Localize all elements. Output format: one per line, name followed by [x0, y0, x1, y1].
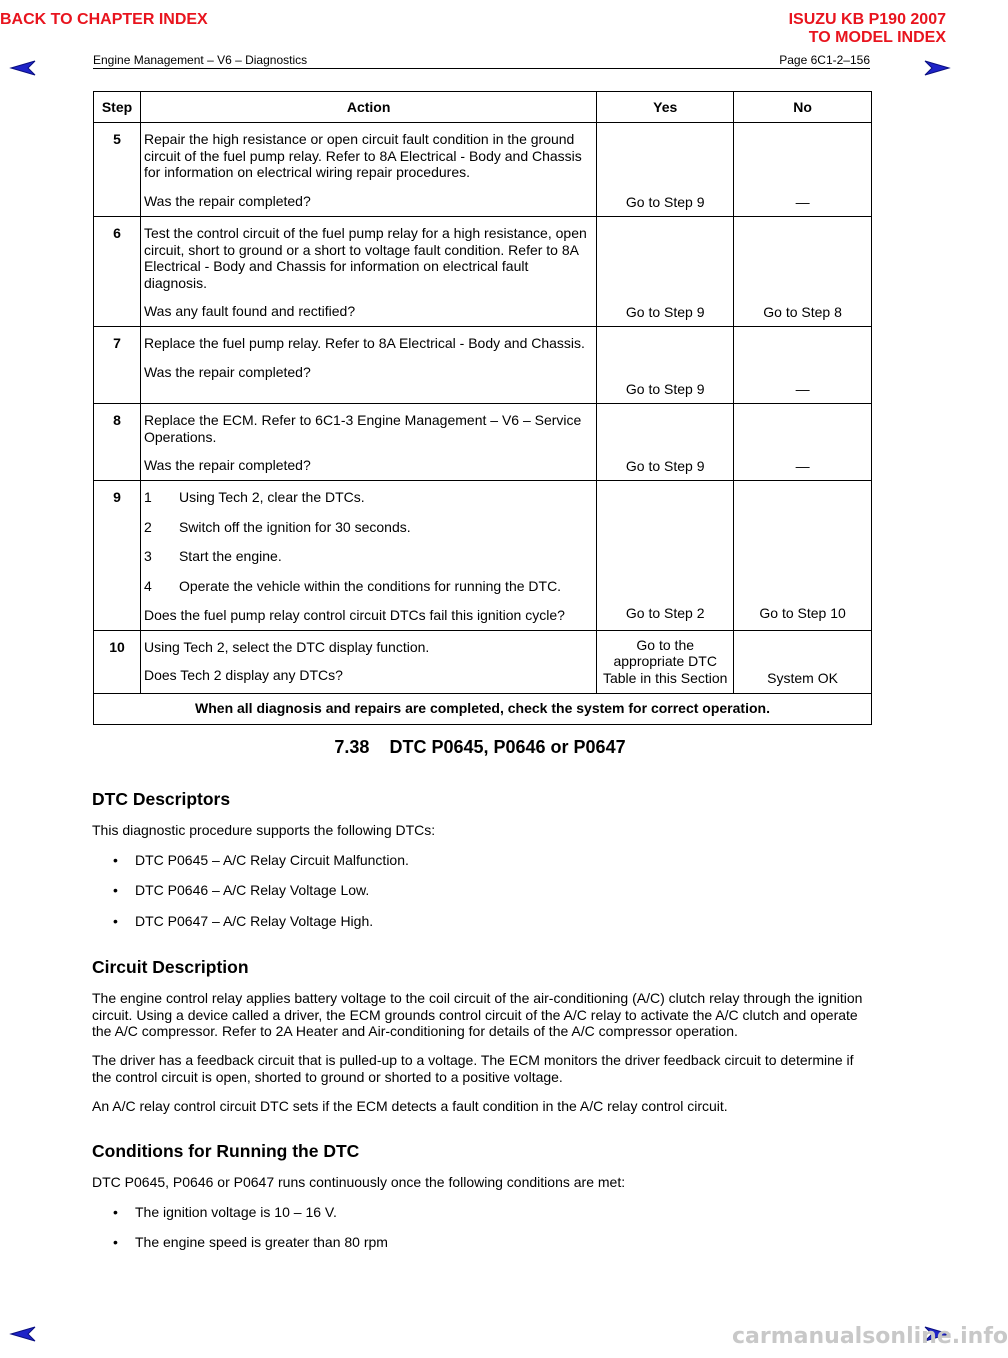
yes-result: Go to the appropriate DTC Table in this Section	[602, 636, 728, 686]
yes-result: Go to Step 2	[625, 604, 705, 621]
table-row	[94, 217, 872, 327]
list-item: 4 Operate the vehicle within the conditions for running the DTC.	[143, 577, 562, 594]
conditions-heading: Conditions for Running the DTC	[92, 1141, 360, 1161]
table-row	[94, 327, 872, 404]
no-result: Go to Step 10	[759, 604, 846, 621]
next-page-arrow-icon[interactable]	[924, 60, 950, 76]
step-question: Was the repair completed?	[143, 363, 311, 380]
step-question: Was any fault found and rectified?	[143, 303, 356, 319]
step-number: 5	[113, 131, 121, 147]
circuit-paragraph: The driver has a feedback circuit that is pulled-up to a voltage. The ECM monitors the driver feedback circuit to determine if the control circuit is open, shorted to ground or shorted to a positive voltage.	[92, 1052, 854, 1085]
bullet-icon: •	[113, 913, 118, 929]
step-number: 6	[113, 225, 121, 241]
section-title: 7.38 DTC P0645, P0646 or P0647	[334, 737, 626, 757]
step-question: Does the fuel pump relay control circuit DTCs fail this ignition cycle?	[143, 607, 565, 623]
circuit-paragraph: An A/C relay control circuit DTC sets if the ECM detects a fault condition in the A/C relay control circuit.	[92, 1098, 728, 1114]
list-item: 2 Switch off the ignition for 30 seconds.	[143, 518, 411, 535]
column-header-step: Step	[94, 92, 141, 123]
list-item: • The ignition voltage is 10 – 16 V.	[113, 1204, 337, 1220]
no-result: Go to Step 8	[763, 303, 842, 320]
no-result: —	[795, 380, 810, 397]
step-action: Repair the high resistance or open circuit fault condition in the ground circuit of the fuel pump relay. Refer to 8A Electrical - Body and Chassis for information on electrical wiring repair procedures.	[143, 131, 582, 180]
yes-result: Go to Step 9	[625, 303, 705, 320]
no-result: —	[795, 193, 810, 210]
table-footer-note: When all diagnosis and repairs are completed, check the system for correct operation.	[94, 693, 872, 724]
previous-page-arrow-icon[interactable]	[10, 60, 36, 76]
table-row	[94, 630, 872, 693]
bullet-icon: •	[113, 1234, 118, 1250]
circuit-paragraph: The engine control relay applies battery voltage to the coil circuit of the air-conditioning (A/C) clutch relay through the ignition circuit. Using a device called a driver, the ECM grounds control circuit of the A/C relay to activate the A/C clutch and operate the A/C compressor. Refer to 2A Heater and Air-conditioning for details of the A/C compressor operation.	[92, 990, 863, 1040]
list-item: 1 Using Tech 2, clear the DTCs.	[143, 489, 365, 505]
step-number: 8	[113, 412, 121, 428]
diagnostic-table	[93, 91, 872, 725]
column-header-action: Action	[140, 92, 596, 123]
column-header-no: No	[734, 92, 872, 123]
yes-result: Go to Step 9	[625, 380, 705, 397]
back-to-chapter-index-link[interactable]: BACK TO CHAPTER INDEX	[0, 11, 208, 28]
table-row	[94, 404, 872, 481]
list-item: • DTC P0646 – A/C Relay Voltage Low.	[113, 882, 370, 898]
bullet-icon: •	[113, 852, 118, 868]
step-number: 10	[109, 638, 125, 655]
list-item: 3 Start the engine.	[143, 548, 282, 564]
bullet-icon: •	[113, 1204, 118, 1220]
step-question: Was the repair completed?	[143, 192, 311, 209]
column-header-yes: Yes	[597, 92, 734, 123]
no-result: —	[795, 457, 810, 474]
yes-result: Go to Step 9	[625, 457, 705, 474]
previous-page-arrow-bottom-icon[interactable]	[10, 1326, 36, 1342]
header-divider	[93, 68, 870, 69]
step-action: Using Tech 2, select the DTC display function.	[143, 638, 430, 655]
circuit-description-heading: Circuit Description	[92, 957, 249, 977]
step-action: Replace the fuel pump relay. Refer to 8A Electrical - Body and Chassis.	[143, 335, 585, 351]
list-item: • The engine speed is greater than 80 rpm	[113, 1234, 388, 1250]
descriptors-heading: DTC Descriptors	[92, 789, 231, 809]
list-item: • DTC P0645 – A/C Relay Circuit Malfunction.	[113, 852, 409, 868]
step-action: Replace the ECM. Refer to 6C1-3 Engine Management – V6 – Service Operations.	[143, 412, 582, 445]
page-header-title: Engine Management – V6 – Diagnostics	[93, 53, 308, 67]
model-title: ISUZU KB P190 2007	[788, 11, 946, 28]
table-header-row	[94, 92, 872, 123]
watermark-text: carmanualsonline.info	[732, 1324, 1008, 1349]
to-model-index-link[interactable]: TO MODEL INDEX	[808, 29, 946, 46]
step-number: 7	[113, 335, 121, 351]
conditions-intro: DTC P0645, P0646 or P0647 runs continuously once the following conditions are met:	[92, 1174, 626, 1190]
list-item: • DTC P0647 – A/C Relay Voltage High.	[113, 913, 374, 929]
step-number: 9	[113, 489, 121, 505]
yes-result: Go to Step 9	[625, 193, 705, 210]
table-row	[94, 481, 872, 631]
no-result: System OK	[767, 670, 838, 686]
page-number: Page 6C1-2–156	[779, 53, 870, 67]
bullet-icon: •	[113, 882, 118, 898]
step-question: Was the repair completed?	[143, 457, 311, 473]
step-action: Test the control circuit of the fuel pump relay for a high resistance, open circuit, short to ground or a short to voltage fault condition. Refer to 8A Electrical - Body and Chassis for information on electrical fault diagnosis.	[143, 225, 587, 291]
step-question: Does Tech 2 display any DTCs?	[143, 667, 343, 683]
descriptors-intro: This diagnostic procedure supports the following DTCs:	[92, 822, 436, 838]
table-footer-row	[94, 693, 872, 724]
table-row	[94, 123, 872, 217]
